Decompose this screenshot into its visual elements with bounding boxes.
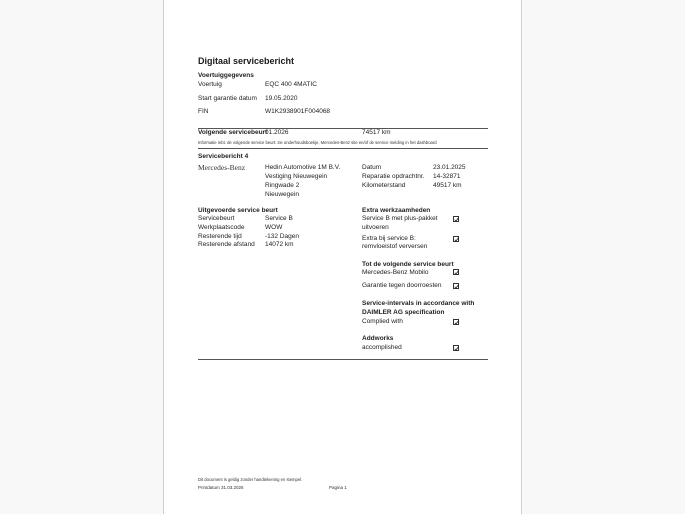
extra-work-item-label: uitvoeren — [362, 224, 389, 231]
checkmark-icon — [454, 237, 459, 242]
remaining-time-label: Resterende tijd — [198, 233, 242, 240]
extra-work-item-label: Service B met plus-pakket — [362, 215, 438, 222]
footer-print-date: Printdatum 31.03.2026 — [198, 485, 244, 490]
order-number-value: 14-32871 — [433, 173, 461, 180]
divider-middle — [198, 148, 488, 149]
complied-label: Complied with — [362, 318, 403, 325]
next-service-note: Informatie mbt. de volgende service beurt: zie onderhoudsboekje, Mercedes-Benz site en/of de service melding in het dashboard — [198, 139, 437, 145]
remaining-time-value: -132 Dagen — [265, 233, 299, 240]
warranty-start-value: 19.05.2020 — [265, 95, 298, 102]
checkbox-brake-fluid — [453, 236, 459, 242]
brand-logo-text: Mercedes-Benz — [198, 163, 246, 172]
next-service-distance: 74517 km — [362, 129, 391, 136]
checkmark-icon — [454, 270, 459, 275]
checkmark-icon — [454, 284, 459, 289]
fin-label: FIN — [198, 108, 209, 115]
intervals-heading: DAIMLER AG specification — [362, 309, 445, 316]
remaining-distance-value: 14072 km — [265, 241, 294, 248]
dealer-city: Nieuwegein — [265, 191, 299, 198]
addworks-heading: Addworks — [362, 335, 394, 342]
checkbox-rust-warranty — [453, 283, 459, 289]
service-label: Servicebeurt — [198, 215, 235, 222]
dealer-name: Hedin Automotive 1M B.V. — [265, 164, 341, 171]
dealer-street: Ringwade 2 — [265, 182, 300, 189]
workshop-code-value: WOW — [265, 224, 283, 231]
divider-bottom — [198, 359, 488, 360]
order-number-label: Reparatie opdrachtnr. — [362, 173, 425, 180]
accomplished-label: accomplished — [362, 344, 402, 351]
date-value: 23.01.2025 — [433, 164, 466, 171]
intervals-heading: Service-intervals in accordance with — [362, 300, 475, 307]
dealer-branch: Vestiging Nieuwegein — [265, 173, 328, 180]
document-title: Digitaal servicebericht — [198, 56, 295, 66]
mileage-value: 49517 km — [433, 182, 462, 189]
service-value: Service B — [265, 215, 293, 222]
checkmark-icon — [454, 346, 459, 351]
next-service-label: Volgende servicebeurt — [198, 129, 268, 136]
report-heading: Servicebericht 4 — [198, 153, 249, 160]
warranty-start-label: Start garantie datum — [198, 95, 257, 102]
mobilo-label: Mercedes-Benz Mobilo — [362, 269, 429, 276]
document-page — [163, 0, 522, 514]
until-next-heading: Tot de volgende service beurt — [362, 261, 454, 268]
vehicle-heading: Voertuiggegevens — [198, 72, 254, 79]
extra-work-heading: Extra werkzaamheden — [362, 207, 431, 214]
checkbox-mobilo — [453, 269, 459, 275]
footer-validity: Dit document is geldig zonder handtekening en stempel. — [198, 477, 303, 482]
performed-heading: Uitgevoerde service beurt — [198, 207, 278, 214]
checkbox-accomplished — [453, 345, 459, 351]
date-label: Datum — [362, 164, 382, 171]
checkbox-service-b-plus — [453, 216, 459, 222]
next-service-date: 01.2026 — [265, 129, 289, 136]
checkmark-icon — [454, 217, 459, 222]
checkmark-icon — [454, 320, 459, 325]
extra-work-item-label: Extra bij service B: — [362, 235, 416, 242]
rust-warranty-label: Garantie tegen doorroesten — [362, 282, 442, 289]
vehicle-value: EQC 400 4MATIC — [265, 81, 317, 88]
remaining-distance-label: Resterende afstand — [198, 241, 255, 248]
checkbox-complied — [453, 319, 459, 325]
extra-work-item-label: remvloeistof verversen — [362, 243, 428, 250]
fin-value: W1K2938901F004068 — [265, 108, 331, 115]
mileage-label: Kilometerstand — [362, 182, 406, 189]
vehicle-label: Voertuig — [198, 81, 222, 88]
workshop-code-label: Werkplaatscode — [198, 224, 245, 231]
footer-page-number: Pagina 1 — [329, 485, 347, 490]
